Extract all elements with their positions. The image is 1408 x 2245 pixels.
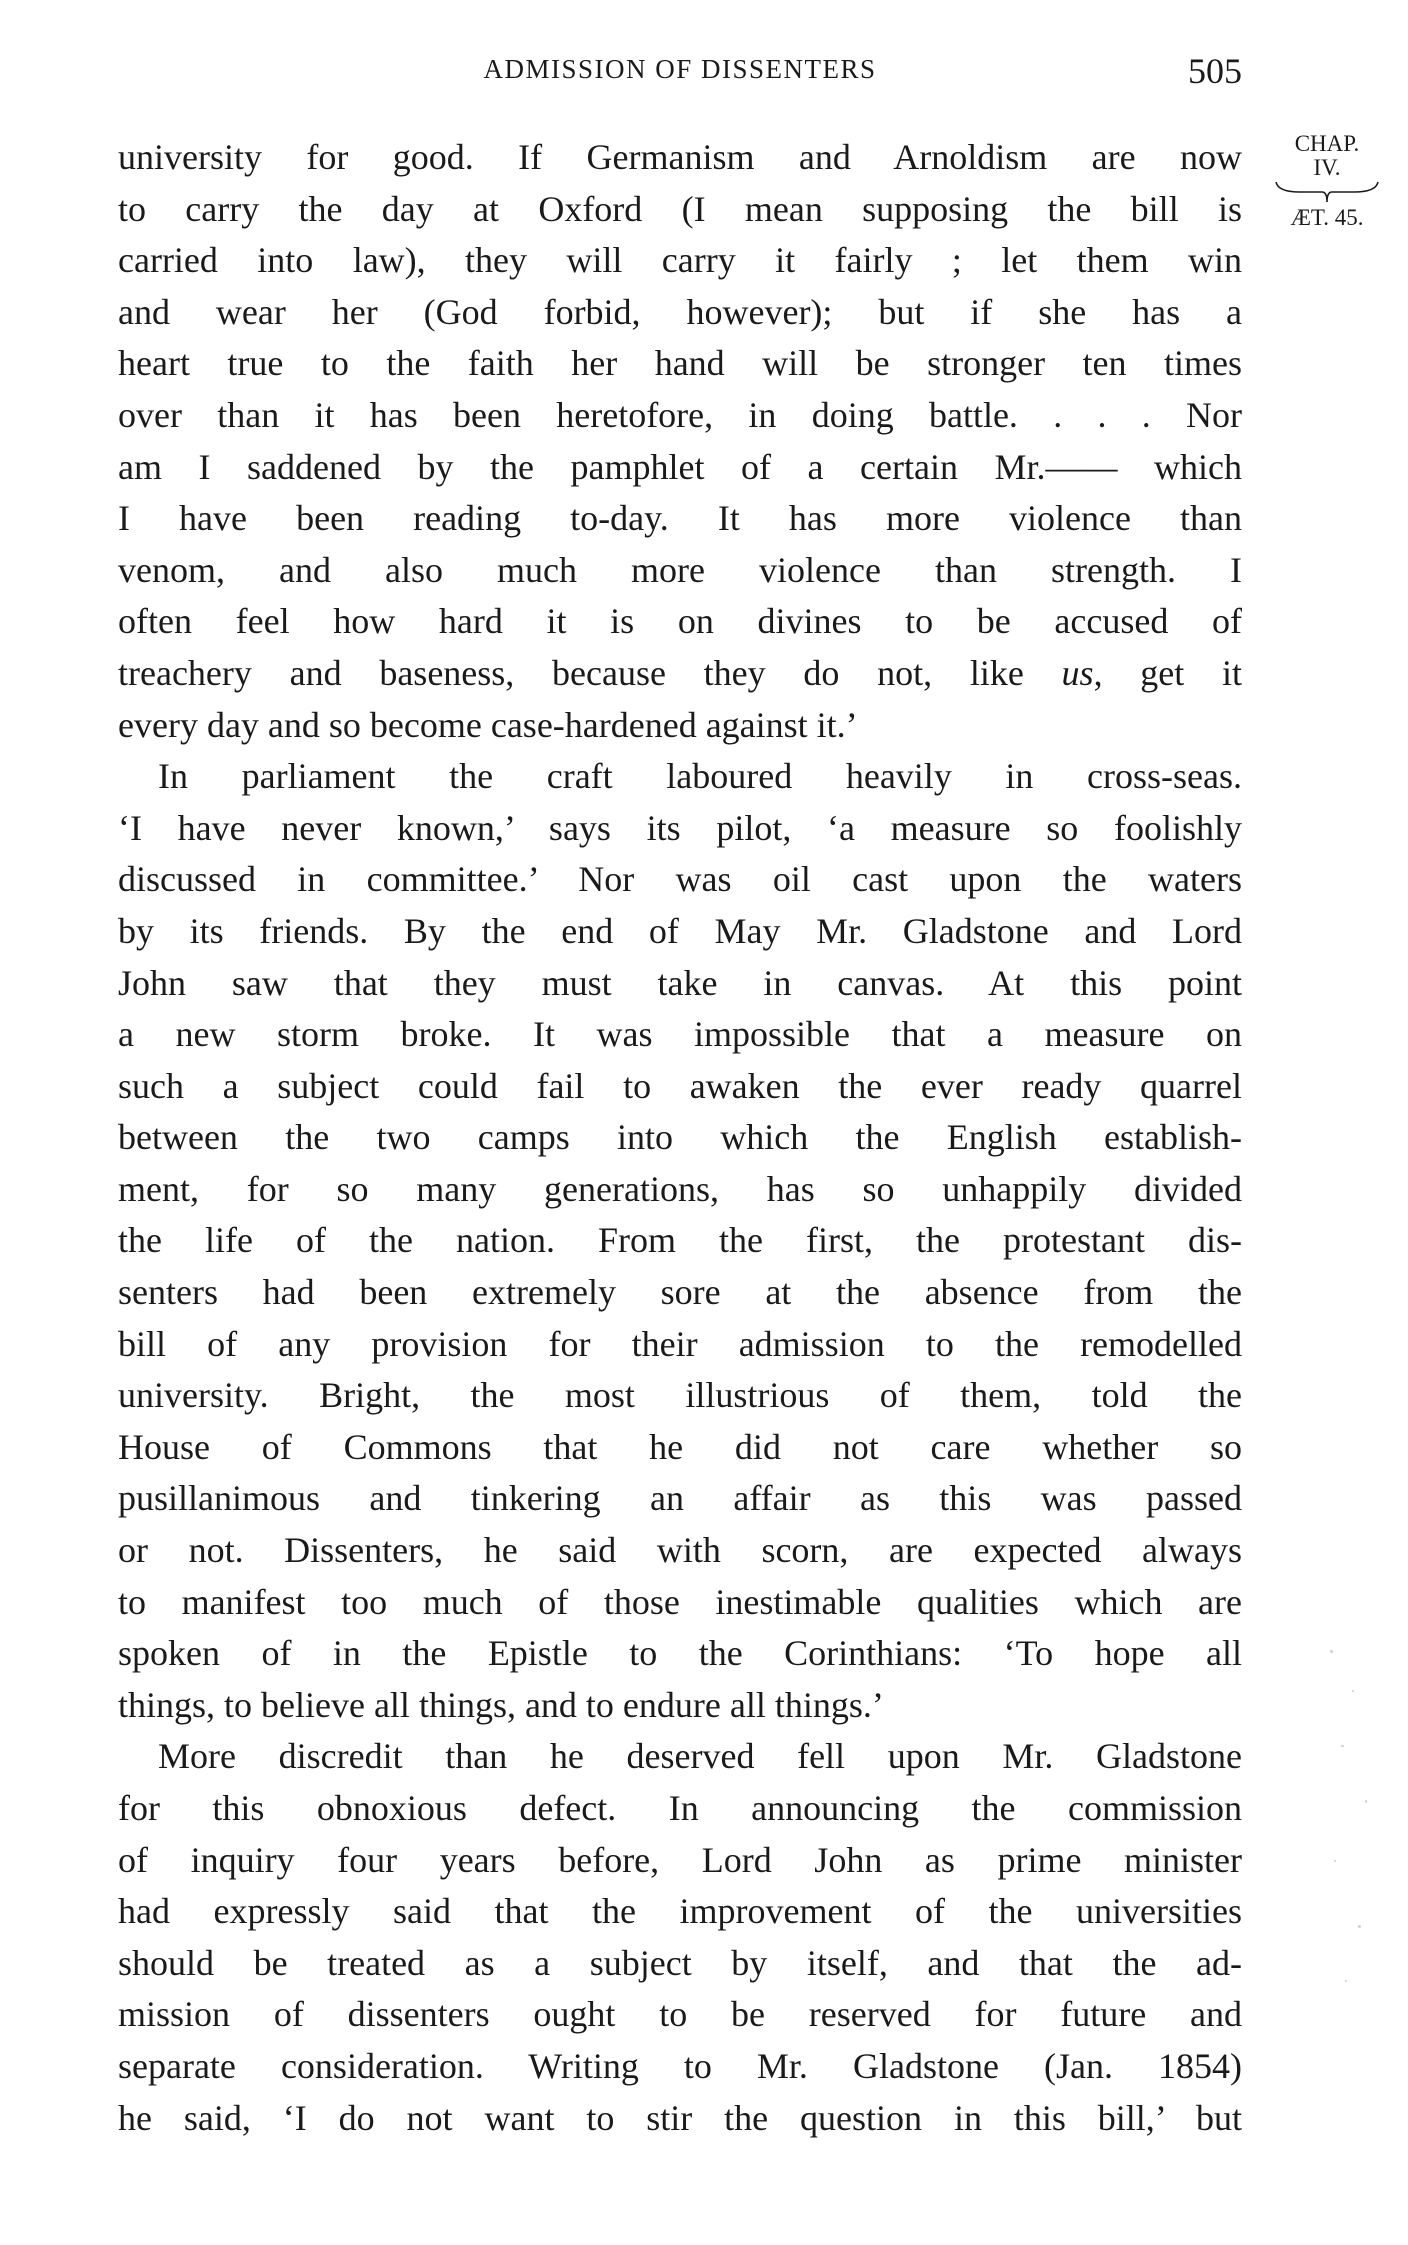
text-line: for this obnoxious defect. In announcing the commission — [118, 1788, 1242, 1828]
text-line: separate consideration. Writing to Mr. Gladstone (Jan. 1854) — [118, 2045, 1242, 2086]
paragraph-3 — [118, 1731, 1242, 2144]
text-line: spoken of in the Epistle to the Corinthians: ‘To hope all — [118, 1633, 1242, 1674]
paper-speck — [1358, 1925, 1361, 1928]
brace-mark — [1272, 180, 1382, 204]
text-line: am I saddened by the pamphlet of a certain Mr.—— which — [118, 446, 1242, 487]
text-line: John saw that they must take in canvas. At this point — [118, 962, 1242, 1003]
text-line: and wear her (God forbid, however); but if she has a — [118, 291, 1242, 332]
text-line: the life of the nation. From the first, the protestant dis- — [118, 1220, 1242, 1261]
text-line: such a subject could fail to awaken the ever ready quarrel — [118, 1065, 1242, 1106]
text-line: heart true to the faith her hand will be stronger ten times — [118, 343, 1242, 384]
running-title: ADMISSION OF DISSENTERS — [483, 54, 877, 84]
text-line: every day and so become case-hardened against it.’ — [118, 704, 858, 745]
paragraph-2 — [118, 751, 1242, 1731]
text-line: ment, for so many generations, has so unhappily divided — [118, 1168, 1242, 1209]
text-line: a new storm broke. It was impossible that a measure on — [118, 1014, 1242, 1055]
text-line: venom, and also much more violence than strength. I — [118, 549, 1242, 590]
text-line: In parliament the craft laboured heavily in cross-seas. — [158, 756, 1242, 797]
text-line: often feel how hard it is on divines to be accused of — [118, 601, 1242, 642]
age-note: ÆT. 45. — [1290, 205, 1364, 230]
text-line: discussed in committee.’ Nor was oil cast upon the waters — [118, 859, 1242, 900]
paper-speck — [1352, 1690, 1354, 1692]
chapter-numeral: IV. — [1313, 155, 1341, 180]
chapter-margin-note — [1262, 132, 1392, 230]
page-number: 505 — [1188, 51, 1242, 91]
text-line: he said, ‘I do not want to stir the question in this bill,’ but — [118, 2097, 1242, 2138]
text-line: treachery and baseness, because they do not, like us, get it — [118, 652, 1242, 693]
text-line: university for good. If Germanism and Arnoldism are now — [118, 137, 1242, 177]
running-head — [118, 50, 1242, 100]
text-line: I have been reading to-day. It has more violence than — [118, 498, 1242, 539]
text-line: pusillanimous and tinkering an affair as this was passed — [118, 1478, 1242, 1519]
paper-speck — [1334, 1860, 1336, 1862]
text-line: things, to believe all things, and to endure all things.’ — [118, 1684, 884, 1725]
text-line: mission of dissenters ought to be reserved for future and — [118, 1994, 1242, 2035]
body-text — [118, 132, 1242, 2144]
text-line: bill of any provision for their admission to the remodelled — [118, 1323, 1242, 1364]
text-line: senters had been extremely sore at the absence from the — [118, 1272, 1242, 1313]
text-line: of inquiry four years before, Lord John as prime minister — [118, 1839, 1242, 1880]
emphasis: us — [1061, 652, 1094, 693]
text-line: between the two camps into which the English establish- — [118, 1117, 1242, 1158]
paper-speck — [1345, 1980, 1347, 1982]
paper-speck — [1365, 1800, 1367, 1803]
text-line: or not. Dissenters, he said with scorn, are expected always — [118, 1530, 1242, 1571]
text-line: ‘I have never known,’ says its pilot, ‘a measure so foolishly — [118, 807, 1242, 848]
text-line: to manifest too much of those inestimable qualities which are — [118, 1581, 1242, 1622]
text-line: over than it has been heretofore, in doing battle. . . . Nor — [118, 394, 1242, 435]
paper-speck — [1330, 1650, 1333, 1653]
paper-speck — [1341, 1745, 1344, 1747]
text-line: to carry the day at Oxford (I mean supposing the bill is — [118, 188, 1242, 229]
text-line: carried into law), they will carry it fairly ; let them win — [118, 240, 1242, 281]
text-line: House of Commons that he did not care whether so — [118, 1426, 1242, 1467]
text-line: university. Bright, the most illustrious of them, told the — [118, 1375, 1242, 1416]
text-line: had expressly said that the improvement of the universities — [118, 1891, 1242, 1932]
text-line: should be treated as a subject by itself, and that the ad- — [118, 1942, 1242, 1983]
text-line: More discredit than he deserved fell upon Mr. Gladstone — [158, 1736, 1242, 1777]
text-line: by its friends. By the end of May Mr. Gladstone and Lord — [118, 910, 1242, 951]
chapter-label: CHAP. — [1294, 131, 1360, 156]
paragraph-1 — [118, 132, 1242, 751]
